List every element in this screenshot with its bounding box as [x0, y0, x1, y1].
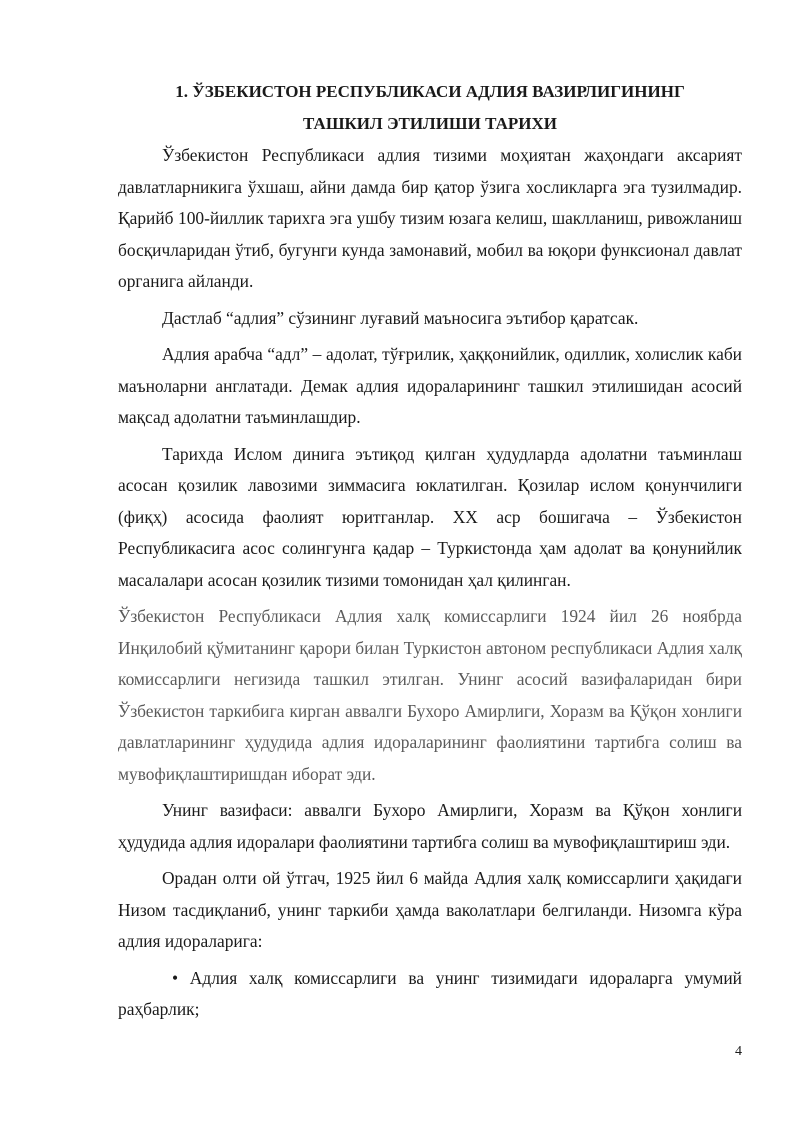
paragraph-intro: Ўзбекистон Республикаси адлия тизими моҳиятан жаҳондаги аксарият давлатларникига ўхшаш, айни дамда бир қатор ўзига хосликларга эга тузилмадир. Қарийб 100-йиллик тарихга эга ушбу тизим юзага келиш, шаклланиш, ривожланиш босқичларидан ўтиб, бугунги кунда замонавий, мобил ва юқори функсионал давлат органига айланди.: [118, 145, 742, 291]
title-line-2: ТАШКИЛ ЭТИЛИШИ ТАРИХИ: [303, 114, 557, 133]
page-title: [118, 76, 742, 140]
paragraph-history: Тарихда Ислом динига эътиқод қилган ҳудудларда адолатни таъминлаш асосан қозилик лавозими зиммасига юклатилган. Қозилар ислом қонунчилиги (фиқҳ) асосида фаолият юритганлар. XX аср бошигача – Ўзбекистон Республикасига асос солингунга қадар – Туркистонда ҳам адолат ва қонунийлик масалалари асосан қозилик тизими томонидан ҳал қилинган.: [118, 443, 742, 590]
list-item-bullet: • Адлия халқ комиссарлиги ва унинг тизимидаги идораларга умумий раҳбарлик;: [118, 967, 742, 1019]
paragraph-commissariat: Ўзбекистон Республикаси Адлия халқ комиссарлиги 1924 йил 26 ноябрда Инқилобий қўмитанинг қарори билан Туркистон автоном республикаси Адлия халқ комиссарлиги негизида ташкил этилган. Унинг асосий вазифаларидан бири Ўзбекистон таркибига кирган аввалги Бухоро Амирлиги, Хоразм ва Қўқон хонлиги давлатларининг ҳудудида адлия идораларининг фаолиятини тартибга солиш ва мувофиқлаштиришдан иборат эди.: [118, 606, 742, 784]
paragraph-etymology-lead: Дастлаб “адлия” сўзининг луғавий маъносига эътибор қаратсак.: [162, 307, 639, 328]
paragraph-statute: Орадан олти ой ўтгач, 1925 йил 6 майда Адлия халқ комиссарлиги ҳақидаги Низом тасдиқланиб, унинг таркиби ҳамда ваколатлари белгиланди. Низомга кўра адлия идораларига:: [118, 868, 742, 951]
title-line-1: 1. ЎЗБЕКИСТОН РЕСПУБЛИКАСИ АДЛИЯ ВАЗИРЛИГИНИНГ: [175, 82, 685, 101]
paragraph-etymology: Адлия арабча “адл” – адолат, тўғрилик, ҳаққонийлик, одиллик, холислик каби маъноларни англатади. Демак адлия идораларининг ташкил этилишидан асосий мақсад адолатни таъминлашдир.: [118, 344, 742, 427]
paragraph-task: Унинг вазифаси: аввалги Бухоро Амирлиги, Хоразм ва Қўқон хонлиги ҳудудида адлия идоралари фаолиятини тартибга солиш ва мувофиқлаштириш эди.: [118, 800, 742, 852]
document-body: [118, 140, 742, 1031]
page-number: 4: [735, 1044, 742, 1059]
